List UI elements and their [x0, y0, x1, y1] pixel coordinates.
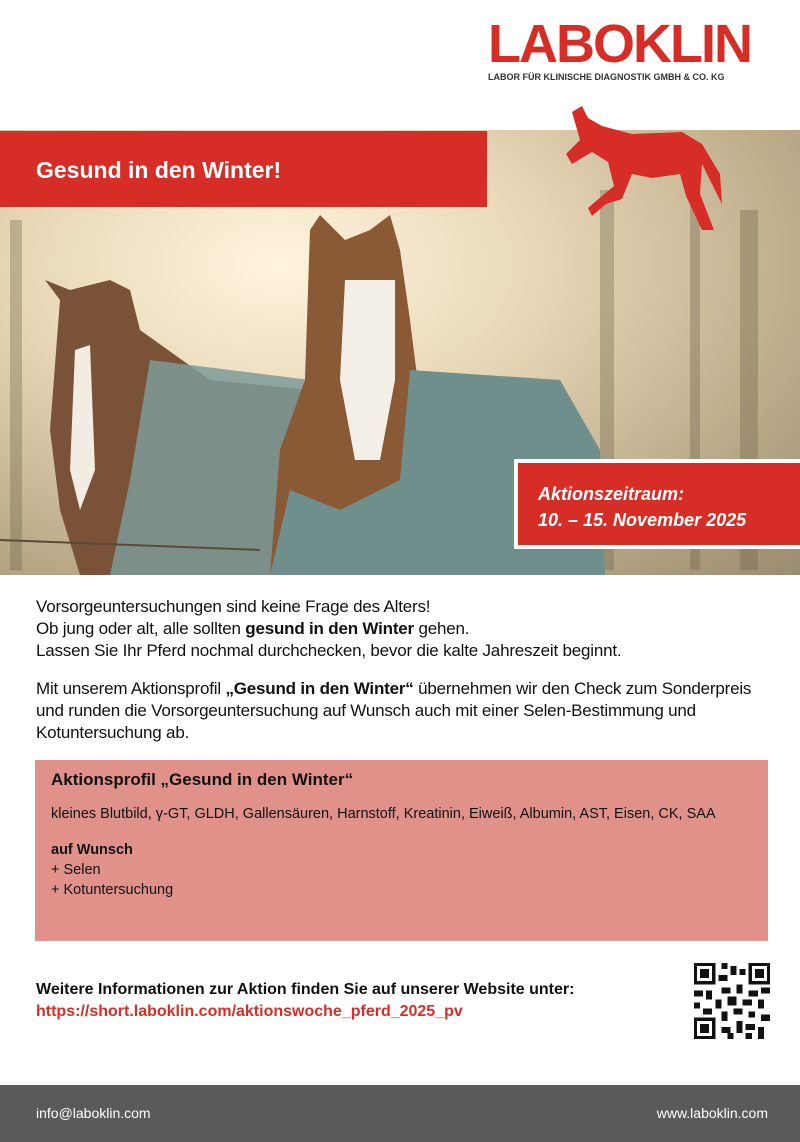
logo-wordmark: LABOKLIN: [488, 14, 751, 74]
hero-title: Gesund in den Winter!: [0, 131, 487, 207]
more-info-row: [36, 963, 770, 1039]
profile-title: Aktionsprofil „Gesund in den Winter“: [51, 770, 354, 789]
intro-line: Ob jung oder alt, alle sollten: [36, 619, 246, 638]
optional-item: + Selen: [51, 862, 101, 878]
intro-line: Lassen Sie Ihr Pferd nochmal durchchecken, bevor die kalte Jahreszeit beginnt.: [36, 641, 622, 660]
optional-item: + Kotuntersuchung: [51, 882, 174, 898]
profile-box: [35, 760, 768, 941]
intro-line: übernehmen wir den Check zum Sonderpreis und runden die Vorsorgeuntersuchung auf Wunsch auch mit einer Selen-Bestimmung und Kotuntersuchung ab.: [36, 679, 752, 742]
laboklin-logo: [488, 14, 778, 82]
intro-line: gehen.: [413, 619, 470, 638]
profile-tests: kleines Blutbild, γ-GT, GLDH, Gallensäuren, Harnstoff, Kreatinin, Eiweiß, Albumin, AST, Eisen, CK, SAA: [51, 806, 716, 822]
footer: [0, 1085, 800, 1142]
more-info: [36, 979, 676, 1023]
more-info-text: Weitere Informationen zur Aktion finden Sie auf unserer Website unter:: [36, 981, 575, 998]
intro-line: Mit unserem Aktionsprofil: [36, 679, 226, 698]
footer-website[interactable]: www.laboklin.com: [656, 1105, 768, 1121]
logo-subtitle: LABOR FÜR KLINISCHE DIAGNOSTIK GMBH & CO. KG: [488, 72, 725, 82]
period-label: Aktionszeitraum:: [538, 484, 685, 504]
promotion-period: [514, 459, 800, 549]
more-info-link[interactable]: https://short.laboklin.com/aktionswoche_pferd_2025_pv: [36, 1003, 463, 1020]
qr-code-icon[interactable]: [694, 963, 770, 1039]
intro-text: [36, 596, 770, 744]
period-dates: 10. – 15. November 2025: [538, 510, 747, 530]
main-content: [36, 596, 770, 1039]
horse-silhouette-icon: [562, 104, 727, 234]
optional-label: auf Wunsch: [51, 842, 133, 858]
footer-email[interactable]: info@laboklin.com: [36, 1105, 151, 1121]
intro-line: Vorsorgeuntersuchungen sind keine Frage des Alters!: [36, 597, 431, 616]
intro-emphasis: „Gesund in den Winter“: [225, 679, 414, 698]
intro-emphasis: gesund in den Winter: [245, 619, 414, 638]
